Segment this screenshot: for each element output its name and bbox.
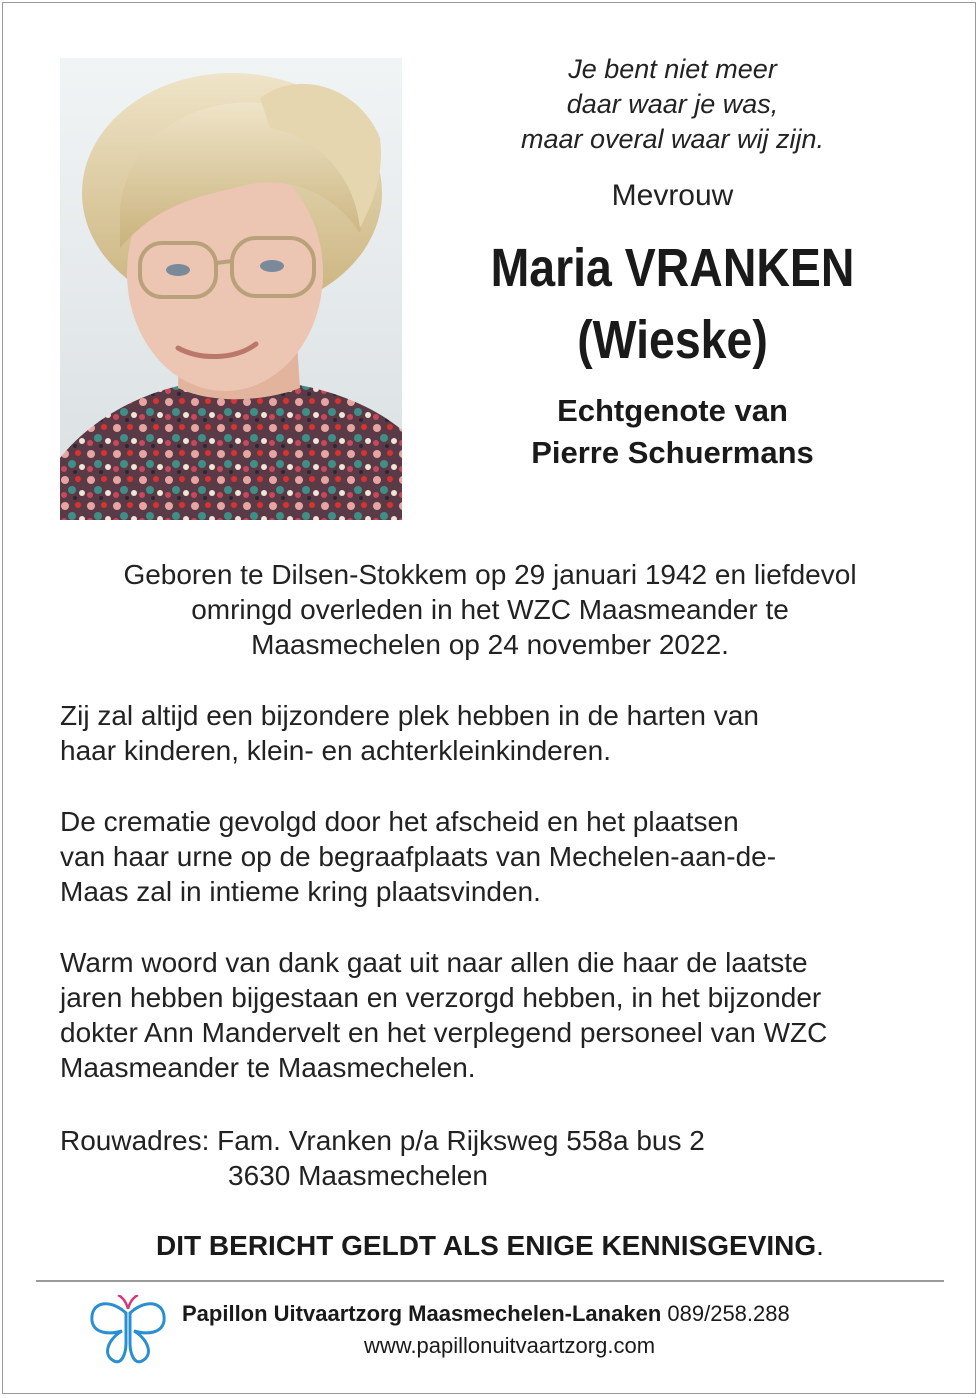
company-line [182,1300,790,1328]
text-line: Maasmeander te Maasmechelen. [60,1052,476,1083]
paragraph-remembrance [60,698,930,768]
deceased-name [464,232,881,376]
official-notice [0,1228,980,1264]
company-phone: 089/258.288 [667,1301,790,1326]
butterfly-icon [88,1295,168,1367]
notice-text: DIT BERICHT GELDT ALS ENIGE KENNISGEVING [156,1230,817,1261]
paragraph-thanks [60,945,930,1085]
company-name: Papillon Uitvaartzorg Maasmechelen-Lanaken [182,1301,662,1326]
name-line: Maria VRANKEN [490,238,855,298]
footer-divider [36,1280,944,1282]
text-line: Warm woord van dank gaat uit naar allen die haar de laatste [60,947,808,978]
notice-period: . [816,1230,824,1261]
butterfly-logo-icon [88,1295,168,1367]
memorial-quote [430,52,915,157]
mourning-address [60,1123,705,1193]
text-line: Geboren te Dilsen-Stokkem op 29 januari 1942 en liefdevol [123,559,857,590]
spouse-name: Pierre Schuermans [531,435,814,470]
portrait-illustration [60,58,402,520]
spouse-label: Echtgenote van [557,393,788,428]
honorific-title: Mevrouw [611,179,734,212]
address-line: Rouwadres: Fam. Vranken p/a Rijksweg 558a bus 2 [60,1125,705,1156]
quote-line: Je bent niet meer [568,54,777,84]
text-line: De crematie gevolgd door het afscheid en het plaatsen [60,806,739,837]
text-line: jaren hebben bijgestaan en verzorgd hebben, in het bijzonder [60,982,822,1013]
text-line: van haar urne op de begraafplaats van Mechelen-aan-de- [60,841,777,872]
company-website: www.papillonuitvaartzorg.com [364,1333,656,1358]
text-line: Maasmechelen op 24 november 2022. [251,629,729,660]
portrait-photo [60,58,402,520]
header-block [430,52,915,474]
text-line: Zij zal altijd een bijzondere plek hebben in de harten van [60,700,759,731]
address-city: 3630 Maasmechelen [228,1160,488,1191]
birth-death-text [60,557,920,662]
text-line: Maas zal in intieme kring plaatsvinden. [60,876,541,907]
quote-line: daar waar je was, [566,89,779,119]
text-line: haar kinderen, klein- en achterkleinkinderen. [60,735,611,766]
text-line: omringd overleden in het WZC Maasmeander te [191,594,789,625]
text-line: dokter Ann Mandervelt en het verplegend personeel van WZC [60,1017,828,1048]
spouse-info [430,390,915,474]
quote-line: maar overal waar wij zijn. [520,124,825,154]
paragraph-cremation [60,804,930,909]
nickname-line: (Wieske) [577,310,768,370]
